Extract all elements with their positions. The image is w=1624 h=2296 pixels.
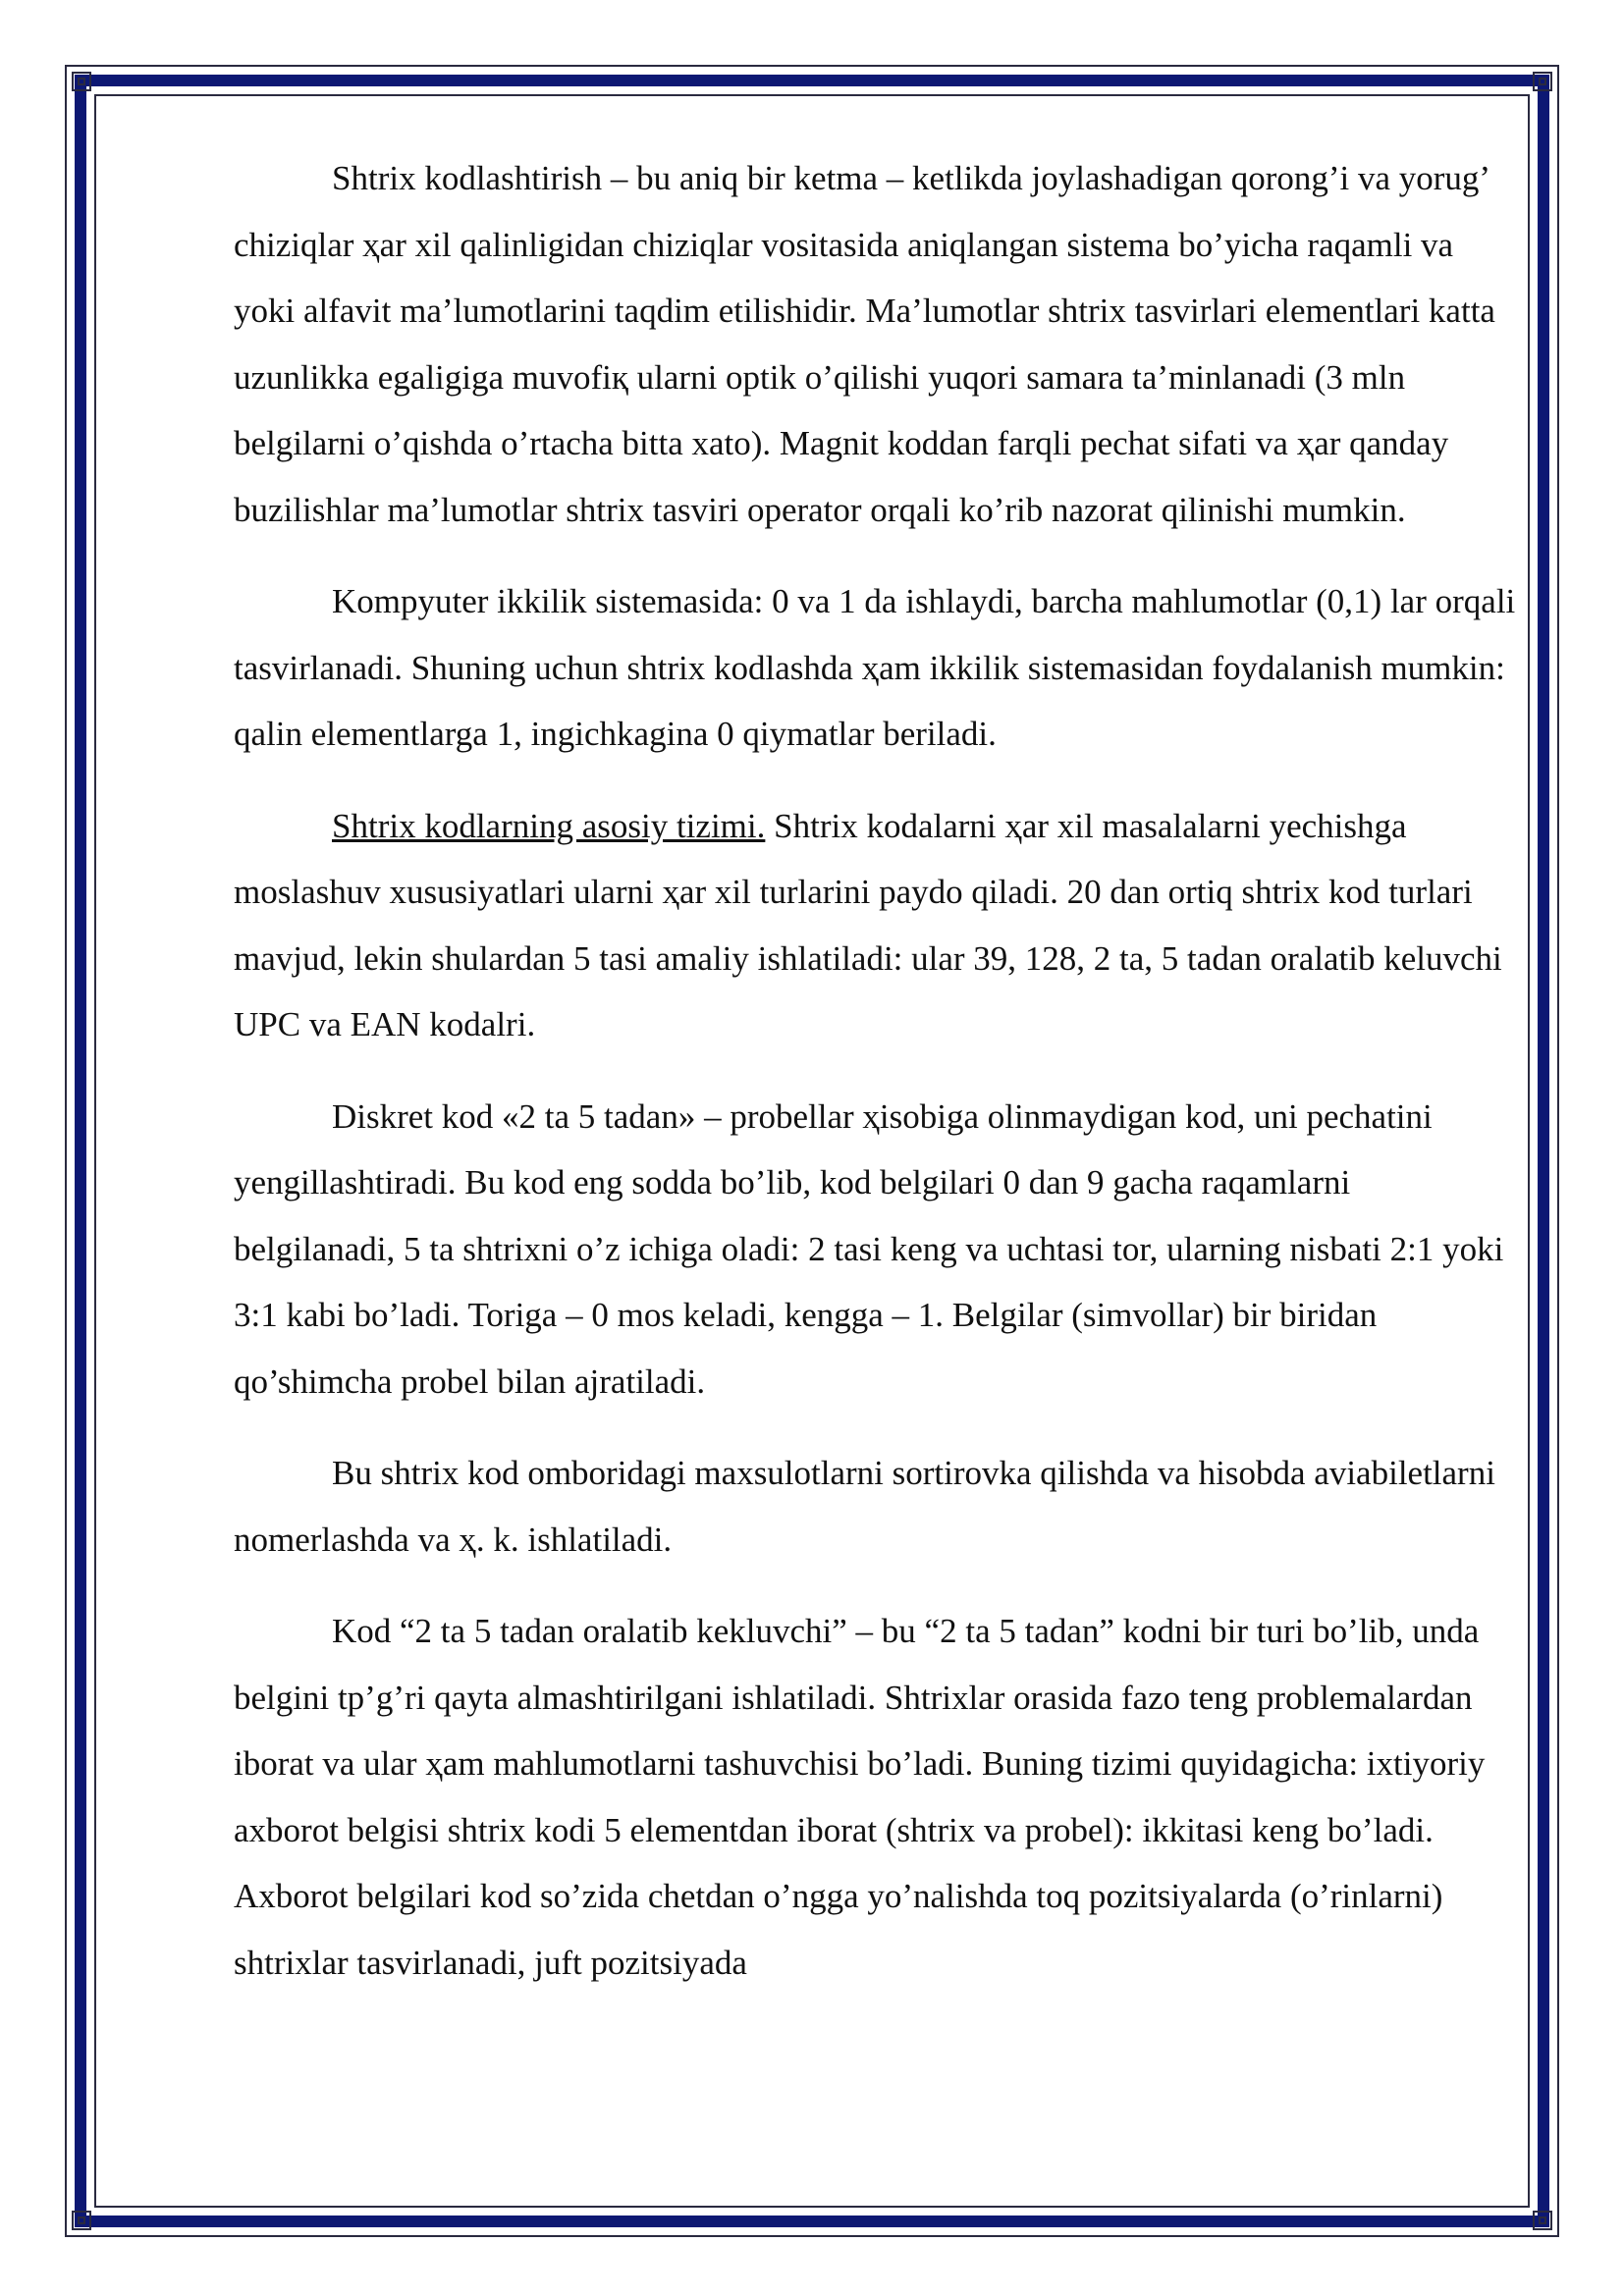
paragraph-interleaved-code: Kod “2 ta 5 tadan oralatib kekluvchi” – bu “2 ta 5 tadan” kodni bir turi bo’lib, unda belgini tp’g’ri qayta almashtirilgani ishlatiladi. Shtrixlar orasida fazo teng problemalardan iborat va ular ҳam mahlumotlarni tashuvchisi bo’ladi. Buning tizimi quyidagicha: ixtiyoriy axborot belgisi shtrix kodi 5 elementdan iborat (shtrix va probel): ikkitasi keng bo’ladi. Axborot belgilari kod so’zida chetdan o’ngga yo’nalishda toq pozitsiyalarda (o’rinlarni) shtrixlar tasvirlanadi, juft pozitsiyada bbox=[234, 1612, 1486, 1982]
document-body bbox=[234, 145, 1520, 2021]
paragraph-discrete-code: Diskret kod «2 ta 5 tadan» – probellar ҳisobiga olinmaydigan kod, uni pechatini yengillashtiradi. Bu kod eng sodda bo’lib, kod belgilari 0 dan 9 gacha raqamlarni belgilanadi, 5 ta shtrixni o’z ichiga oladi: 2 tasi keng va uchtasi tor, ularning nisbati 2:1 yoki 3:1 kabi bo’ladi. Toriga – 0 mos keladi, kengga – 1. Belgilar (simvollar) bir biridan qo’shimcha probel bilan ajratiladi. bbox=[234, 1096, 1504, 1401]
corner-ornament-bottom-left bbox=[65, 2204, 98, 2237]
corner-ornament-bottom-right bbox=[1526, 2204, 1559, 2237]
section-heading-main-system: Shtrix kodlarning asosiy tizimi. bbox=[332, 806, 766, 845]
corner-ornament-top-right bbox=[1526, 65, 1559, 98]
paragraph-binary-system: Kompyuter ikkilik sistemasida: 0 va 1 da ishlaydi, barcha mahlumotlar (0,1) lar orqali tasvirlanadi. Shuning uchun shtrix kodlashda ҳam ikkilik sistemasidan foydalanish mumkin: qalin elementlarga 1, ingichkagina 0 qiymatlar beriladi. bbox=[234, 582, 1516, 753]
paragraph-shtrix-definition: Shtrix kodlashtirish – bu aniq bir ketma – ketlikda joylashadigan qorong’i va yorug’ chiziqlar ҳar xil qalinligidan chiziqlar vositasida aniqlangan sistema bo’yicha raqamli va yoki alfavit ma’lumotlarini taqdim etilishidir. Ma’lumotlar shtrix tasvirlari elementlari katta uzunlikka egaligiga muvofiқ ularni optik o’qilishi yuqori samara ta’minlanadi (3 mln belgilarni o’qishda o’rtacha bitta xato). Magnit koddan farqli pechat sifati va ҳar qanday buzilishlar ma’lumotlar shtrix tasviri operator orqali ko’rib nazorat qilinishi mumkin. bbox=[234, 159, 1495, 529]
paragraph-main-system-text: Shtrix kodalarni ҳar xil masalalarni yechishga moslashuv xususiyatlari ularni ҳar xil turlarini paydo qiladi. 20 dan ortiq shtrix kod turlari mavjud, lekin shulardan 5 tasi amaliy ishlatiladi: ular 39, 128, 2 ta, 5 tadan oralatib keluvchi UPC va EAN kodalri. bbox=[234, 806, 1502, 1043]
corner-ornament-top-left bbox=[65, 65, 98, 98]
paragraph-usage: Bu shtrix kod omboridagi maxsulotlarni sortirovka qilishda va hisobda aviabiletlarni nomerlashda va ҳ. k. ishlatiladi. bbox=[234, 1454, 1495, 1559]
paragraph-main-system bbox=[234, 793, 1520, 1058]
